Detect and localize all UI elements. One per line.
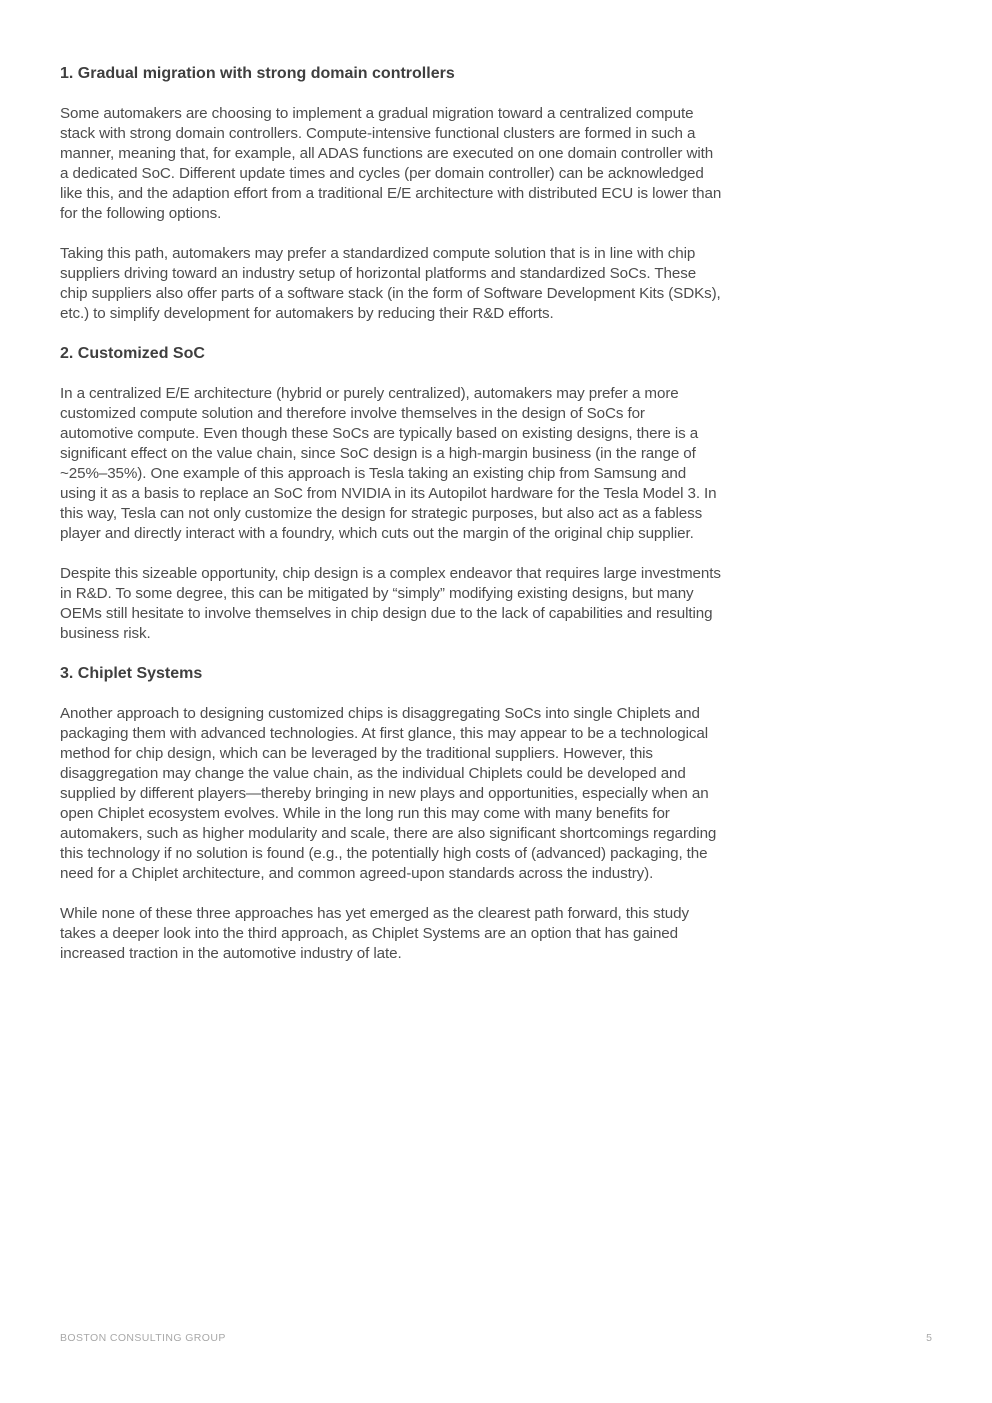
paragraph: While none of these three approaches has yet emerged as the clearest path forward, this study takes a deeper look into the third approach, as Chiplet Systems are an option that has gained increased traction in the automotive industry of late. <box>60 905 689 962</box>
page-number: 5 <box>926 1332 932 1344</box>
section-gradual-migration <box>60 64 722 324</box>
paragraph: Despite this sizeable opportunity, chip design is a complex endeavor that requires large investments in R&D. To some degree, this can be mitigated by “simply” modifying existing designs, but many OEMs still hesitate to involve themselves in chip design due to the lack of capabilities and resulting business risk. <box>60 565 721 642</box>
section-customized-soc <box>60 344 722 644</box>
page-content <box>60 64 722 984</box>
section-chiplet-systems <box>60 664 722 964</box>
section-heading: 1. Gradual migration with strong domain controllers <box>60 65 455 82</box>
paragraph: In a centralized E/E architecture (hybrid or purely centralized), automakers may prefer a more customized compute solution and therefore involve themselves in the design of SoCs for automotive compute. Even though these SoCs are typically based on existing designs, there is a significant effect on the value chain, since SoC design is a high-margin business (in the range of ~25%–35%). One example of this approach is Tesla taking an existing chip from Samsung and using it as a basis to replace an SoC from NVIDIA in its Autopilot hardware for the Tesla Model 3. In this way, Tesla can not only customize the design for strategic purposes, but also act as a fabless player and directly interact with a foundry, which cuts out the margin of the original chip supplier. <box>60 385 717 542</box>
section-heading: 3. Chiplet Systems <box>60 665 203 682</box>
footer-company-name: BOSTON CONSULTING GROUP <box>60 1332 226 1344</box>
paragraph: Another approach to designing customized chips is disaggregating SoCs into single Chiplets and packaging them with advanced technologies. At first glance, this may appear to be a technological method for chip design, which can be leveraged by the traditional suppliers. However, this disaggregation may change the value chain, as the individual Chiplets could be developed and supplied by different players—thereby bringing in new plays and opportunities, especially when an open Chiplet ecosystem evolves. While in the long run this may come with many benefits for automakers, such as higher modularity and scale, there are also significant shortcomings regarding this technology if no solution is found (e.g., the potentially high costs of (advanced) packaging, the need for a Chiplet architecture, and common agreed-upon standards across the industry). <box>60 705 717 882</box>
paragraph: Some automakers are choosing to implement a gradual migration toward a centralized compute stack with strong domain controllers. Compute-intensive functional clusters are formed in such a manner, meaning that, for example, all ADAS functions are executed on one domain controller with a dedicated SoC. Different update times and cycles (per domain controller) can be acknowledged like this, and the adaption effort from a traditional E/E architecture with distributed ECU is lower than for the following options. <box>60 105 722 222</box>
paragraph: Taking this path, automakers may prefer a standardized compute solution that is in line with chip suppliers driving toward an industry setup of horizontal platforms and standardized SoCs. These chip suppliers also offer parts of a software stack (in the form of Software Development Kits (SDKs), etc.) to simplify development for automakers by reducing their R&D efforts. <box>60 245 721 322</box>
section-heading: 2. Customized SoC <box>60 345 205 362</box>
